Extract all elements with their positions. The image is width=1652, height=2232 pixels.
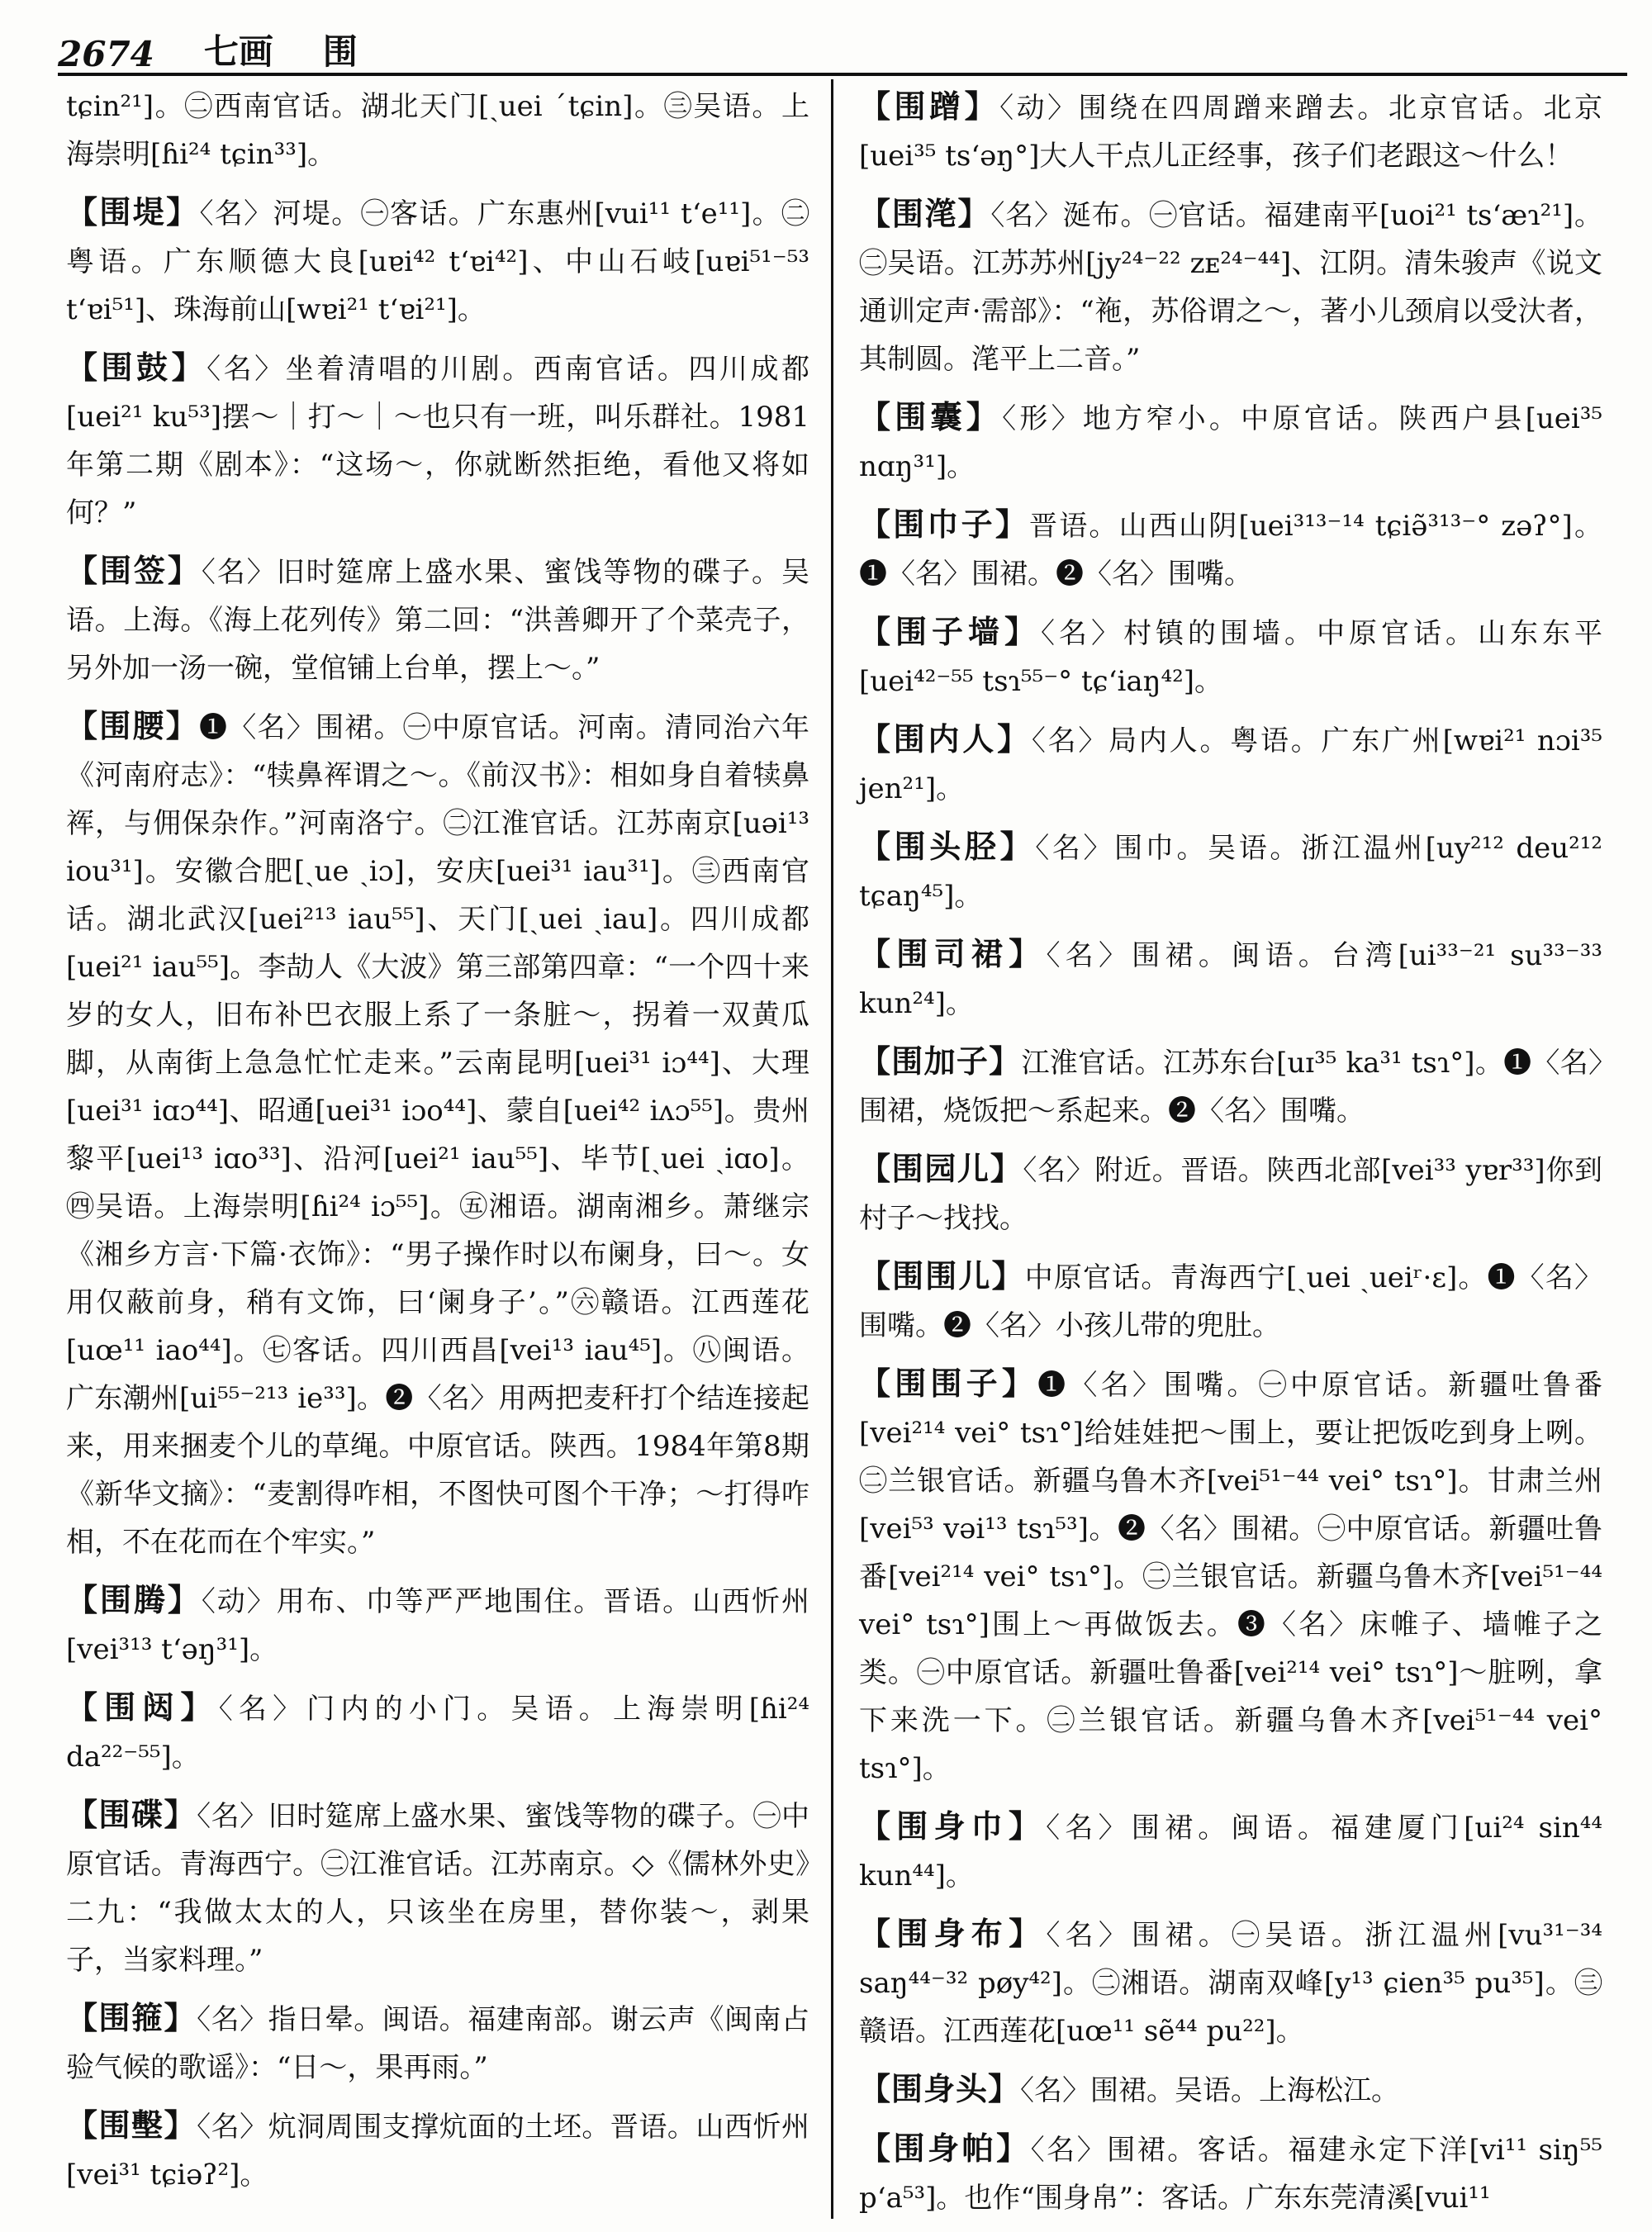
entry-headword: 【围签】 [66,552,202,589]
entry-definition: 中原官话。青海西宁[ˏuei ˏueiʳ·ɛ]。❶〈名〉围嘴。❷〈名〉小孩儿带的兜肚。 [859,1261,1602,1342]
dictionary-entry [859,930,1602,1028]
dictionary-entry [859,83,1602,180]
dictionary-entry [859,1252,1602,1350]
entry-headword: 【围围儿】 [859,1257,1025,1294]
entry-definition: 〈名〉村镇的围墙。中原官话。山东东平[uei⁴²⁻⁵⁵ tsɿ⁵⁵⁻° tɕʻiaŋ⁴²]。 [859,617,1602,698]
entry-headword: 【围司裙】 [859,935,1047,972]
dictionary-entry [66,344,809,537]
entry-headword: 【围围子】 [859,1365,1038,1402]
section-label: 七画 [203,31,273,72]
entry-headword: 【围身巾】 [859,1807,1047,1845]
entry-headword: 【围闼】 [66,1688,219,1726]
entry-headword: 【围墼】 [66,2106,197,2144]
right-column [859,83,1602,2232]
entry-definition: ❶〈名〉围嘴。㊀中原官话。新疆吐鲁番[vei²¹⁴ vei° tsɿ°]给娃娃把～围上，要让把饭吃到身上咧。㊁兰银官话。新疆乌鲁木齐[vei⁵¹⁻⁴⁴ vei° tsɿ°]。甘肃兰州[vei⁵³ vəi¹³ tsɿ⁵³]。❷〈名〉围裙。㊀中原官话。新疆吐鲁番[vei²¹⁴ vei° tsɿ°]。㊁兰银官话。新疆乌鲁木齐[vei⁵¹⁻⁴⁴ vei° tsɿ°]围上～再做饭去。❸〈名〉床帷子、墙帷子之类。㊀中原官话。新疆吐鲁番[vei²¹⁴ vei° tsɿ°]～脏咧，拿下来洗一下。㊁兰银官话。新疆乌鲁木齐[vei⁵¹⁻⁴⁴ vei° tsɿ°]。 [859,1369,1602,1785]
entry-headword: 【围囊】 [859,398,1003,435]
entry-headword: 【围子墙】 [859,613,1041,650]
dictionary-entry [66,1683,809,1781]
header-rule [58,73,1627,76]
entry-definition: 〈名〉旧时筵席上盛水果、蜜饯等物的碟子。㊀中原官话。青海西宁。㊁江淮官话。江苏南京。◇《儒林外史》二九：“我做太太的人，只该坐在房里，替你装～，剥果子，当家料理。” [66,1800,809,1977]
column-divider [831,79,833,2219]
dictionary-entry [66,702,809,1566]
entry-headword: 【围身帕】 [859,2130,1031,2167]
entry-definition: 〈名〉围裙。吴语。上海松江。 [1020,2074,1400,2107]
entry-headword: 【围身头】 [859,2070,1021,2107]
dictionary-entry [859,1145,1602,1242]
entry-definition: 〈名〉坐着清唱的川剧。西南官话。四川成都[uei²¹ ku⁵³]摆～｜打～｜～也只有一班，叫乐群社。1981年第二期《剧本》：“这场～，你就断然拒绝，看他又将如何？” [66,353,809,530]
dictionary-entry [66,188,809,334]
entry-definition: 〈名〉围巾。吴语。浙江温州[uy²¹² deu²¹² tɕaŋ⁴⁵]。 [859,832,1602,913]
entry-definition: 〈名〉门内的小门。吴语。上海崇明[ɦi²⁴ da²²⁻⁵⁵]。 [66,1693,809,1774]
entry-definition: 〈名〉围裙。㊀吴语。浙江温州[vu³¹⁻³⁴ saŋ⁴⁴⁻³² pøy⁴²]。㊁湘语。湖南双峰[y¹³ ɕien³⁵ pu³⁵]。㊂赣语。江西莲花[uœ¹¹ sẽ⁴⁴ pu²²]。 [859,1919,1602,2048]
entry-headword: 【围腾】 [66,1581,202,1618]
entry-headword: 【围身布】 [859,1915,1047,1952]
entry-definition: 〈名〉炕洞周围支撑炕面的土坯。晋语。山西忻州[vei³¹ tɕiəʔ²]。 [66,2111,809,2192]
dictionary-entry [859,1802,1602,1900]
left-column [66,83,809,2209]
header-char: 围 [322,31,358,72]
dictionary-entry [66,1791,809,1984]
entry-headword: 【围鼓】 [66,349,207,386]
entry-definition: tɕin²¹]。㊁西南官话。湖北天门[ˏuei ˊtɕin]。㊂吴语。上海崇明[ɦi²⁴ tɕin³³]。 [66,90,809,171]
dictionary-entry [66,547,809,692]
dictionary-entry [859,823,1602,920]
entry-headword: 【围巾子】 [859,506,1030,543]
dictionary-entry [859,1360,1602,1793]
entry-headword: 【围箍】 [66,1999,197,2036]
entry-definition: 晋语。山西山阴[uei³¹³⁻¹⁴ tɕiə̃³¹³⁻° zəʔ°]。❶〈名〉围裙。❷〈名〉围嘴。 [859,510,1602,591]
entry-headword: 【围园儿】 [859,1150,1023,1187]
entry-definition: 〈动〉用布、巾等严严地围住。晋语。山西忻州[vei³¹³ tʻəŋ³¹]。 [66,1585,809,1666]
entry-definition: 〈名〉指日晕。闽语。福建南部。谢云声《闽南占验气候的歌谣》：“日～，果再雨。” [66,2003,809,2084]
entry-headword: 【围碟】 [66,1796,197,1833]
page-header [58,25,1627,74]
dictionary-entry [859,393,1602,491]
entry-definition: 〈动〉围绕在四周蹭来蹭去。北京官话。北京[uei³⁵ tsʻəŋ°]大人干点儿正经事，孩子们老跟这～什么！ [859,92,1602,173]
dictionary-entry [66,1576,809,1674]
entry-headword: 【围内人】 [859,720,1032,757]
entry-definition: ❶〈名〉围裙。㊀中原官话。河南。清同治六年《河南府志》：“犊鼻裈谓之～。《前汉书》：相如身自着犊鼻裈，与佣保杂作。”河南洛宁。㊁江淮官话。江苏南京[uəi¹³ iou³¹]。安徽合肥[ˏue ˏiɔ]，安庆[uei³¹ iau³¹]。㊂西南官话。湖北武汉[uei²¹³ iau⁵⁵]、天门[ˏuei ˏiau]。四川成都[uei²¹ iau⁵⁵]。李劼人《大波》第三部第四章：“一个四十来岁的女人，旧布补巴衣服上系了一条脏～，拐着一双黄瓜脚，从南街上急急忙忙走来。”云南昆明[uei³¹ iɔ⁴⁴]、大理[uei³¹ iɑɔ⁴⁴]、昭通[uei³¹ iɔo⁴⁴]、蒙自[uei⁴² iʌɔ⁵⁵]。贵州黎平[uei¹³ iɑo³³]、沿河[uei²¹ iau⁵⁵]、毕节[ˏuei ˏiɑo]。㊃吴语。上海崇明[ɦi²⁴ iɔ⁵⁵]。㊄湘语。湖南湘乡。萧继宗《湘乡方言·下篇·衣饰》：“男子操作时以布阑身，曰～。女用仅蔽前身，稍有文饰，曰‘阑身子’。”㊅赣语。江西莲花[uœ¹¹ iao⁴⁴]。㊆客话。四川西昌[vei¹³ iau⁴⁵]。㊇闽语。广东潮州[ui⁵⁵⁻²¹³ ie³³]。❷〈名〉用两把麦秆打个结连接起来，用来捆麦个儿的草绳。中原官话。陕西。1984年第8期《新华文摘》：“麦割得咋相，不图快可图个干净；～打得咋相，不在花而在个牢实。” [66,711,809,1559]
entry-definition: 〈名〉围裙。闽语。台湾[ui³³⁻²¹ su³³⁻³³ kun²⁴]。 [859,939,1602,1020]
dictionary-entry [859,2065,1602,2115]
dictionary-entry [859,501,1602,598]
entry-definition: 〈形〉地方窄小。中原官话。陕西户县[uei³⁵ nɑŋ³¹]。 [859,402,1602,483]
entry-headword: 【围蹭】 [859,88,1000,125]
entry-definition: 〈名〉局内人。粤语。广东广州[wɐi²¹ nɔi³⁵ jen²¹]。 [859,724,1602,805]
dictionary-entry [859,608,1602,705]
dictionary-entry [859,2125,1602,2222]
dictionary-entry [859,715,1602,813]
dictionary-entry [66,1994,809,2092]
entry-headword: 【围滗】 [859,195,991,232]
entry-headword: 【围加子】 [859,1042,1022,1080]
entry-definition: 〈名〉附近。晋语。陕西北部[vei³³ yɐr³³]你到村子～找找。 [859,1154,1602,1235]
entry-headword: 【围头胫】 [859,828,1036,865]
entry-definition: 〈名〉河堤。㊀客话。广东惠州[vui¹¹ tʻe¹¹]。㊁粤语。广东顺德大良[uɐi⁴² tʻɐi⁴²]、中山石岐[uɐi⁵¹⁻⁵³ tʻɐi⁵¹]、珠海前山[wɐi²¹ tʻɐi²¹]。 [66,197,809,326]
entry-definition: 〈名〉涎布。㊀官话。福建南平[uoi²¹ tsʻæɿ²¹]。㊁吴语。江苏苏州[jy²⁴⁻²² zᴇ²⁴⁻⁴⁴]、江阴。清朱骏声《说文通训定声·需部》：“袘，苏俗谓之～，著小儿颈肩以受汏者，其制圆。滗平上二音。” [859,199,1602,376]
page-number: 2674 [58,34,154,74]
dictionary-entry [859,1910,1602,2055]
entry-headword: 【围腰】 [66,707,199,744]
dictionary-entry [66,2101,809,2199]
entry-headword: 【围堤】 [66,193,200,230]
dictionary-entry [66,83,809,178]
entry-definition: 〈名〉围裙。闽语。福建厦门[ui²⁴ sin⁴⁴ kun⁴⁴]。 [859,1812,1602,1892]
entry-definition: 〈名〉围裙。客话。福建永定下洋[vi¹¹ siŋ⁵⁵ pʻa⁵³]。也作“围身帛”：客话。广东东莞清溪[vui¹¹ [859,2134,1602,2215]
dictionary-entry [859,1038,1602,1135]
dictionary-entry [859,190,1602,383]
entry-definition: 〈名〉旧时筵席上盛水果、蜜饯等物的碟子。吴语。上海。《海上花列传》第二回：“洪善卿开了个菜壳子，另外加一汤一碗，堂倌铺上台单，摆上～。” [66,556,809,685]
entry-definition: 江淮官话。江苏东台[uɪ³⁵ ka³¹ tsɿ°]。❶〈名〉围裙，烧饭把～系起来。❷〈名〉围嘴。 [859,1047,1602,1128]
